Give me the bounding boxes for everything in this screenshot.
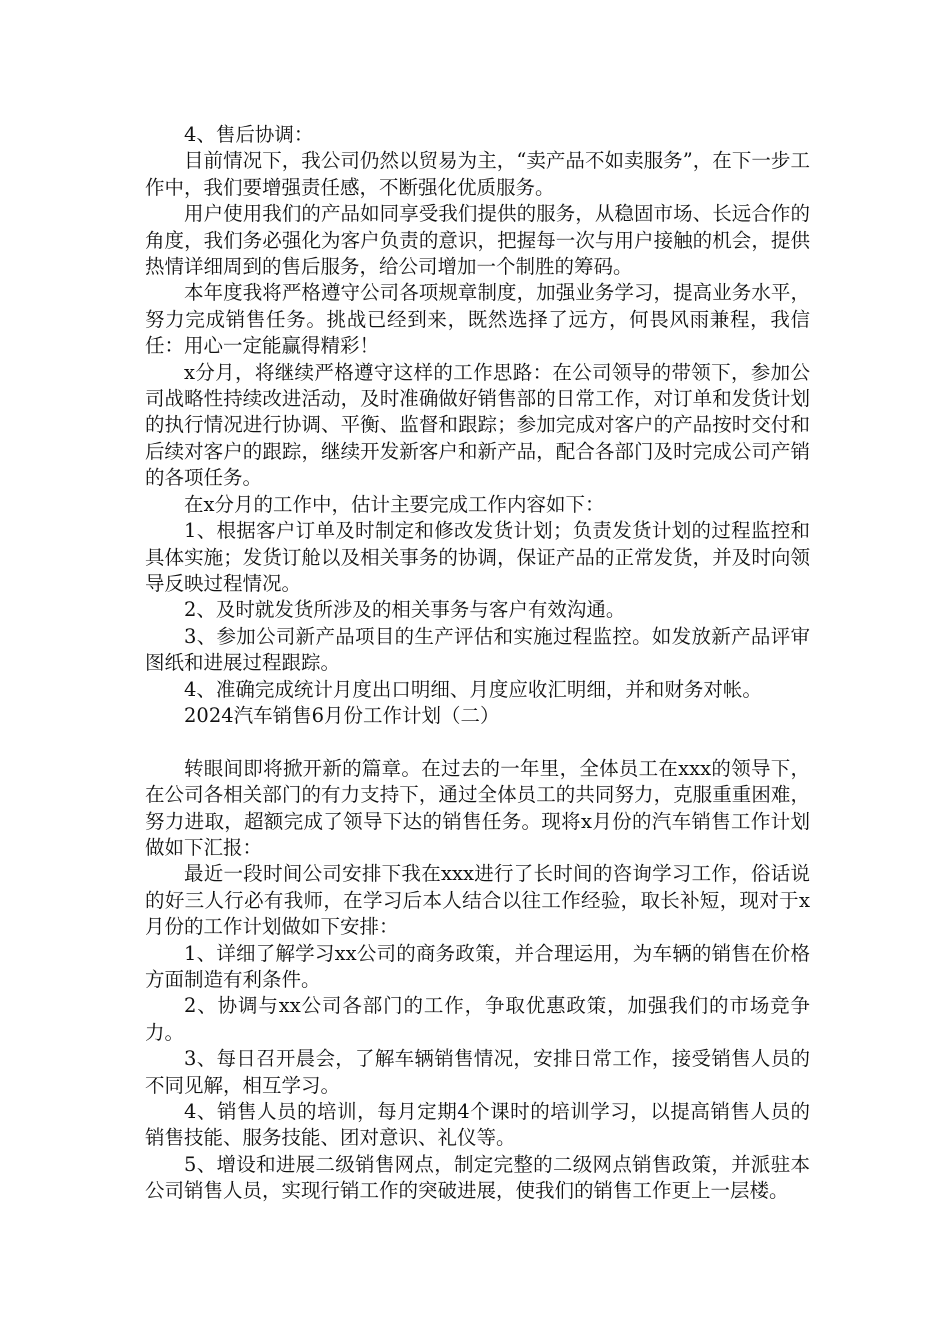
paragraph: 3、参加公司新产品项目的生产评估和实施过程监控。如发放新产品评审图纸和进展过程跟踪。	[145, 624, 810, 675]
paragraph: 本年度我将严格遵守公司各项规章制度，加强业务学习，提高业务水平，努力完成销售任务。挑战已经到来，既然选择了远方，何畏风雨兼程，我信任：用心一定能赢得精彩！	[145, 281, 810, 358]
paragraph: 1、详细了解学习xx公司的商务政策，并合理运用，为车辆的销售在价格方面制造有利条件。	[145, 941, 810, 991]
paragraph: 最近一段时间公司安排下我在xxx进行了长时间的咨询学习工作，俗话说的好三人行必有我师，在学习后本人结合以往工作经验，取长补短，现对于x月份的工作计划做如下安排：	[145, 862, 810, 939]
document-body	[145, 122, 810, 1205]
paragraph: 4、准确完成统计月度出口明细、月度应收汇明细，并和财务对帐。	[184, 677, 762, 701]
paragraph: 4、销售人员的培训，每月定期4个课时的培训学习，以提高销售人员的销售技能、服务技能、团对意识、礼仪等。	[145, 1100, 810, 1150]
paragraph: 目前情况下，我公司仍然以贸易为主，“卖产品不如卖服务”，在下一步工作中，我们要增强责任感，不断强化优质服务。	[145, 149, 810, 199]
section-title: 2024汽车销售6月份工作计划（二）	[184, 703, 500, 727]
blank-line	[145, 729, 810, 755]
paragraph: 用户使用我们的产品如同享受我们提供的服务，从稳固市场、长远合作的角度，我们务必强化为客户负责的意识，把握每一次与用户接触的机会，提供热情详细周到的售后服务，给公司增加一个制胜的筹码。	[145, 202, 810, 279]
paragraph: 2、协调与xx公司各部门的工作，争取优惠政策，加强我们的市场竞争力。	[145, 994, 810, 1044]
paragraph: 转眼间即将掀开新的篇章。在过去的一年里，全体员工在xxx的领导下，在公司各相关部门的有力支持下，通过全体员工的共同努力，克服重重困难，努力进取，超额完成了领导下达的销售任务。现将x月份的汽车销售工作计划做如下汇报：	[145, 756, 810, 859]
paragraph: 5、增设和进展二级销售网点，制定完整的二级网点销售政策，并派驻本公司销售人员，实现行销工作的突破进展，使我们的销售工作更上一层楼。	[145, 1152, 810, 1203]
paragraph: 2、及时就发货所涉及的相关事务与客户有效沟通。	[184, 598, 626, 622]
paragraph: x分月，将继续严格遵守这样的工作思路：在公司领导的带领下，参加公司战略性持续改进活动，及时准确做好销售部的日常工作，对订单和发货计划的执行情况进行协调、平衡、监督和跟踪；参加完成对客户的产品按时交付和后续对客户的跟踪，继续开发新客户和新产品，配合各部门及时完成公司产销的各项任务。	[145, 360, 810, 490]
paragraph: 4、售后协调：	[184, 123, 314, 146]
paragraph: 在x分月的工作中，估计主要完成工作内容如下：	[184, 492, 605, 516]
paragraph: 1、根据客户订单及时制定和修改发货计划；负责发货计划的过程监控和具体实施；发货订舱以及相关事务的协调，保证产品的正常发货，并及时向领导反映过程情况。	[145, 519, 810, 595]
paragraph: 3、每日召开晨会，了解车辆销售情况，安排日常工作，接受销售人员的不同见解，相互学习。	[145, 1047, 810, 1097]
